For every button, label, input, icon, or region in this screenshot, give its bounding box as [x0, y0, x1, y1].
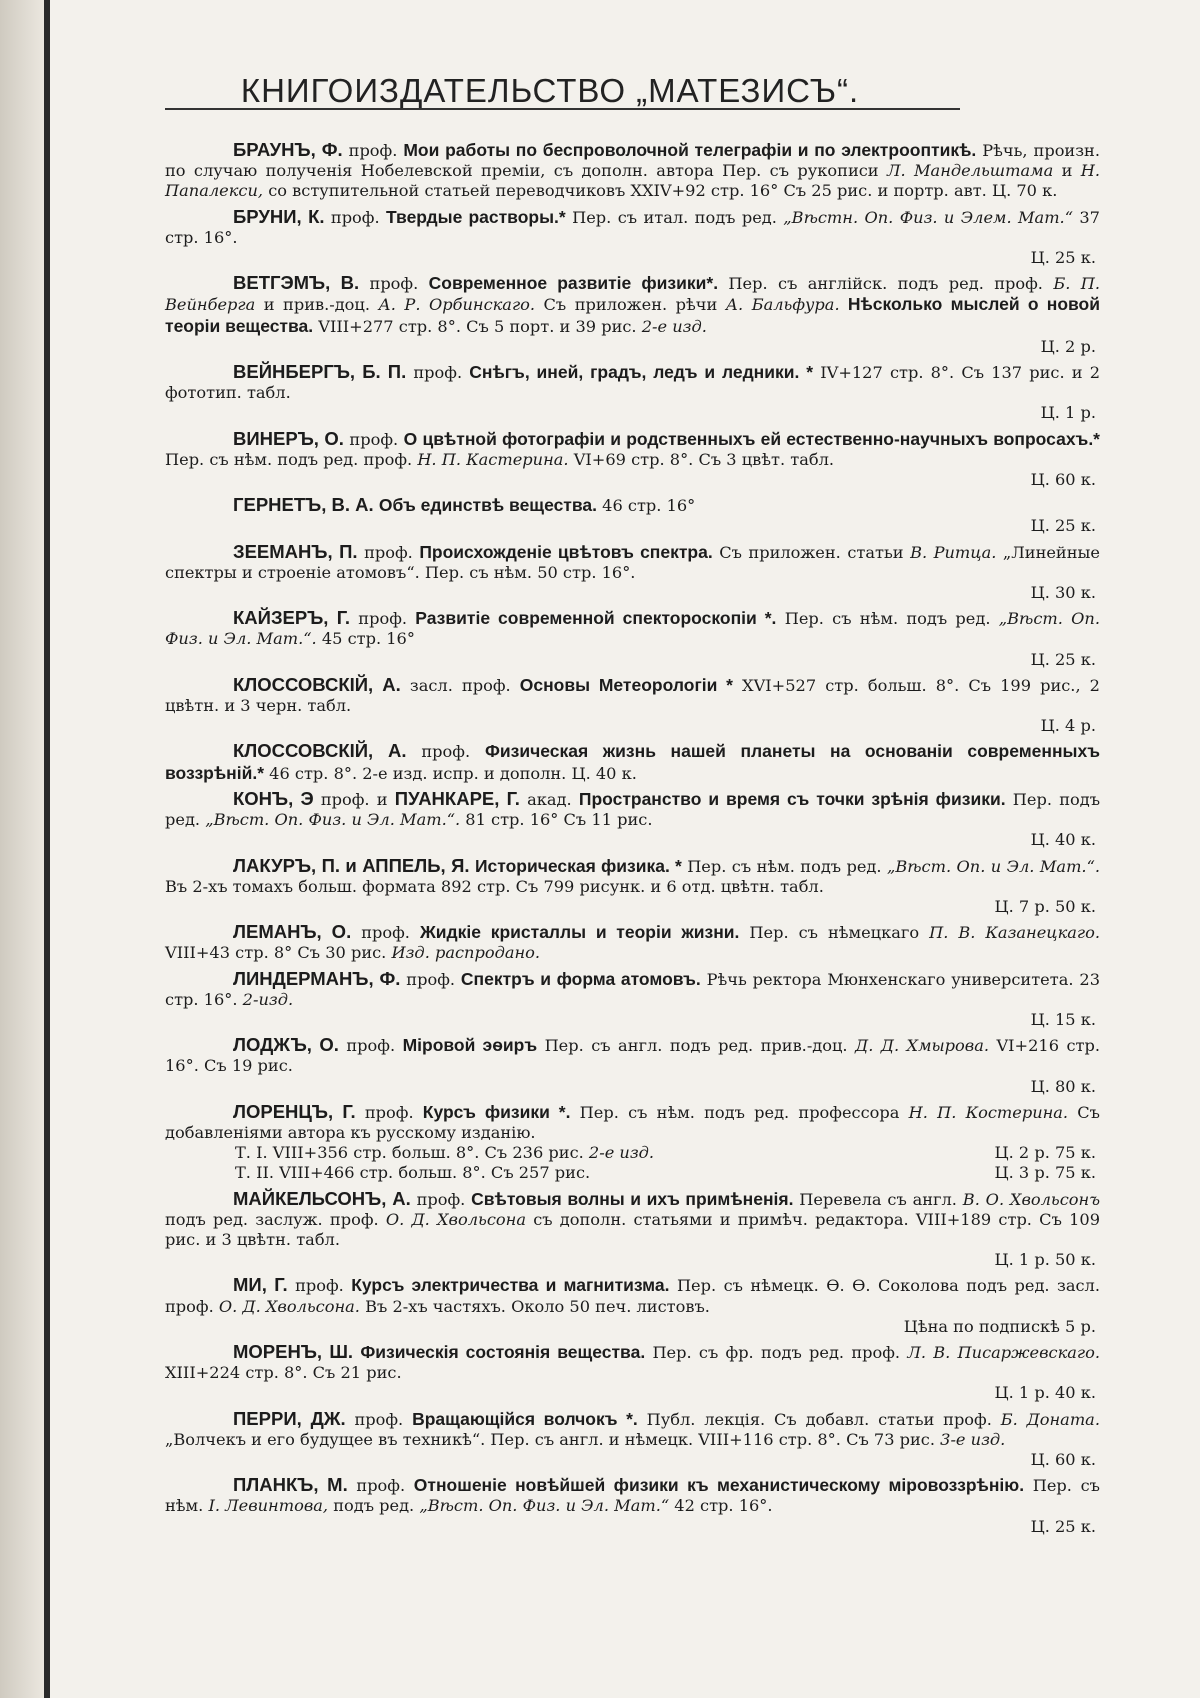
volume-line: Т. I. VIII+356 стр. больш. 8°. Съ 236 рис. 2-е изд. Ц. 2 р. 75 к.: [165, 1143, 1100, 1163]
entry-price: Ц. 4 р.: [165, 716, 1100, 736]
entry-title: Физическая жизнь нашей планеты на основаніи современныхъ воззрѣній.*: [165, 741, 1100, 782]
catalog-entry: ВЕЙНБЕРГЪ, Б. П. проф. Снѣгъ, иней, градъ, ледъ и ледники. * IV+127 стр. 8°. Съ 137 рис. и 2 фототип. табл. Ц. 1 р.: [165, 362, 1100, 424]
entry-title: О цвѣтной фотографіи и родственныхъ ей естественно-научныхъ вопросахъ.*: [404, 429, 1100, 449]
entry-title-secondary: Нѣсколько мыслей о новой теоріи вещества.: [165, 294, 1100, 335]
entry-author: КЛОССОВСКІЙ, А.: [233, 740, 407, 761]
catalog-entry: ВЕТГЭМЪ, В. проф. Современное развитіе физики*. Пер. съ англійск. подъ ред. проф. Б. П. Вейнберга и прив.-доц. А. Р. Орбинскаго. Съ приложен. рѣчи А. Бальфура. Нѣсколько мыслей о новой теоріи вещества. VIII+277 стр. 8°. Съ 5 порт. и 39 рис. 2-е изд. Ц. 2 р.: [165, 273, 1100, 357]
entry-title: Объ единствѣ вещества.: [379, 495, 597, 515]
entry-title: Мои работы по беспроволочной телеграфіи и по электрооптикѣ.: [403, 140, 976, 160]
entry-title: Твердые растворы.*: [386, 207, 566, 227]
catalog-entry: МОРЕНЪ, Ш. Физическія состоянія вещества. Пер. съ фр. подъ ред. проф. Л. В. Писаржевскаго. XIII+224 стр. 8°. Съ 21 рис. Ц. 1 р. 40 к.: [165, 1342, 1100, 1404]
entry-title: Историческая физика. *: [475, 856, 682, 876]
entry-author: ГЕРНЕТЪ, В. А.: [233, 494, 374, 515]
catalog-entry: КЛОССОВСКІЙ, А. проф. Физическая жизнь нашей планеты на основаніи современныхъ воззрѣній.* 46 стр. 8°. 2-е изд. испр. и дополн. Ц. 40 к.: [165, 741, 1100, 783]
entry-title: Свѣтовыя волны и ихъ примѣненія.: [471, 1189, 793, 1209]
entry-title: Физическія состоянія вещества.: [360, 1342, 645, 1362]
catalog-entry: БРУНИ, К. проф. Твердые растворы.* Пер. съ итал. подъ ред. „Вѣстн. Оп. Физ. и Элем. Мат.“ 37 стр. 16°. Ц. 25 к.: [165, 207, 1100, 269]
entry-author: ЛОДЖЪ, О.: [233, 1034, 339, 1055]
entry-author: БРАУНЪ, Ф.: [233, 139, 343, 160]
entry-title: Основы Метеорологіи *: [520, 675, 733, 695]
scan-edge-shadow: [0, 0, 44, 1698]
entry-title: Курсъ электричества и магнитизма.: [351, 1275, 669, 1295]
entry-title: Жидкіе кристаллы и теоріи жизни.: [420, 922, 739, 942]
catalog-entry: ЛЕМАНЪ, О. проф. Жидкіе кристаллы и теоріи жизни. Пер. съ нѣмецкаго П. В. Казанецкаго. VIII+43 стр. 8° Съ 30 рис. Изд. распродано.: [165, 922, 1100, 963]
catalog-entry: БРАУНЪ, Ф. проф. Мои работы по беспроволочной телеграфіи и по электрооптикѣ. Рѣчь, произн. по случаю полученія Нобелевской преміи, съ дополн. автора Пер. съ рукописи Л. Мандельштама и Н. Папалекси, со вступительной статьей переводчиковъ XXIV+92 стр. 16° Съ 25 рис. и портр. авт. Ц. 70 к.: [165, 140, 1100, 202]
entry-title: Отношеніе новѣйшей физики къ механистическому міровоззрѣнію.: [414, 1475, 1024, 1495]
entry-author: ЛИНДЕРМАНЪ, Ф.: [233, 968, 400, 989]
entry-author: ВЕТГЭМЪ, В.: [233, 272, 359, 293]
entry-price: Ц. 1 р.: [165, 403, 1100, 423]
header-rule: [165, 108, 960, 110]
catalog-entry: ГЕРНЕТЪ, В. А. Объ единствѣ вещества. 46 стр. 16° Ц. 25 к.: [165, 495, 1100, 536]
entry-title: Пространство и время съ точки зрѣнія физики.: [579, 789, 1006, 809]
entry-title: Курсъ физики *.: [423, 1102, 571, 1122]
catalog-entry: ПЛАНКЪ, М. проф. Отношеніе новѣйшей физики къ механистическому міровоззрѣнію. Пер. съ нѣм. І. Левинтова, подъ ред. „Вѣст. Оп. Физ. и Эл. Мат.“ 42 стр. 16°. Ц. 25 к.: [165, 1475, 1100, 1537]
entry-author: БРУНИ, К.: [233, 206, 325, 227]
entry-price: Ц. 7 р. 50 к.: [165, 897, 1100, 917]
catalog-entry: КАЙЗЕРЪ, Г. проф. Развитіе современной спектороскопіи *. Пер. съ нѣм. подъ ред. „Вѣст. Оп. Физ. и Эл. Мат.“. 45 стр. 16° Ц. 25 к.: [165, 608, 1100, 670]
entry-title: Снѣгъ, иней, градъ, ледъ и ледники. *: [469, 362, 813, 382]
entry-author: ПЕРРИ, ДЖ.: [233, 1408, 346, 1429]
catalog-entry: ЛАКУРЪ, П. и АППЕЛЬ, Я. Историческая физика. * Пер. съ нѣм. подъ ред. „Вѣст. Оп. и Эл. Мат.“. Въ 2-хъ томахъ больш. формата 892 стр. Съ 799 рисунк. и 6 отд. цвѣтн. табл. Ц. 7 р. 50 к.: [165, 856, 1100, 918]
entry-price: Ц. 1 р. 40 к.: [165, 1383, 1100, 1403]
catalog-entry: ЗЕЕМАНЪ, П. проф. Происхожденіе цвѣтовъ спектра. Съ приложен. статьи В. Ритца. „Линейные спектры и строеніе атомовъ“. Пер. съ нѣм. 50 стр. 16°. Ц. 30 к.: [165, 542, 1100, 604]
entry-price: Цѣна по подпискѣ 5 р.: [165, 1317, 1100, 1337]
entry-author: ЗЕЕМАНЪ, П.: [233, 541, 358, 562]
entry-price: Ц. 25 к.: [165, 1517, 1100, 1537]
entry-author: ЛАКУРЪ, П. и АППЕЛЬ, Я.: [233, 855, 470, 876]
volume-price: Ц. 3 р. 75 к.: [994, 1163, 1096, 1183]
entry-author: МАЙКЕЛЬСОНЪ, А.: [233, 1188, 411, 1209]
entry-author: ПЛАНКЪ, М.: [233, 1474, 348, 1495]
catalog-entry: КОНЪ, Э проф. и ПУАНКАРЕ, Г. акад. Пространство и время съ точки зрѣнія физики. Пер. подъ ред. „Вѣст. Оп. Физ. и Эл. Мат.“. 81 стр. 16° Съ 11 рис. Ц. 40 к.: [165, 789, 1100, 851]
catalog-entry: МИ, Г. проф. Курсъ электричества и магнитизма. Пер. съ нѣмецк. Ѳ. Ѳ. Соколова подъ ред. засл. проф. О. Д. Хвольсона. Въ 2-хъ частяхъ. Около 50 печ. листовъ. Цѣна по подпискѣ 5 р.: [165, 1275, 1100, 1337]
catalog-page: [165, 140, 1100, 1542]
entry-author: КАЙЗЕРЪ, Г.: [233, 607, 350, 628]
entry-title: Развитіе современной спектороскопіи *.: [415, 608, 776, 628]
entry-price: Ц. 40 к.: [165, 830, 1100, 850]
book-spine: [44, 0, 50, 1698]
entry-author: ВЕЙНБЕРГЪ, Б. П.: [233, 361, 406, 382]
entry-title: Спектръ и форма атомовъ.: [461, 969, 701, 989]
entry-author: КЛОССОВСКІЙ, А.: [233, 674, 401, 695]
catalog-entry: ЛОРЕНЦЪ, Г. проф. Курсъ физики *. Пер. съ нѣм. подъ ред. профессора Н. П. Костерина. Съ добавленіями автора къ русскому изданію. Т. I. VIII+356 стр. больш. 8°. Съ 236 рис. 2-е изд. Ц. 2 р. 75 к. Т. II. VIII+466 стр. больш. 8°. Съ 257 рис. Ц. 3 р. 75 к.: [165, 1102, 1100, 1184]
catalog-entry: ЛОДЖЪ, О. проф. Міровой эѳиръ Пер. съ англ. подъ ред. прив.-доц. Д. Д. Хмырова. VI+216 стр. 16°. Съ 19 рис. Ц. 80 к.: [165, 1035, 1100, 1097]
entry-author: ЛЕМАНЪ, О.: [233, 921, 351, 942]
catalog-entry: КЛОССОВСКІЙ, А. засл. проф. Основы Метеорологіи * XVI+527 стр. больш. 8°. Съ 199 рис., 2 цвѣтн. и 3 черн. табл. Ц. 4 р.: [165, 675, 1100, 737]
entry-author: ВИНЕРЪ, О.: [233, 428, 344, 449]
entry-title: Вращающійся волчокъ *.: [412, 1409, 638, 1429]
entry-title: Міровой эѳиръ: [403, 1035, 538, 1055]
entry-price: Ц. 25 к.: [165, 248, 1100, 268]
catalog-entry: МАЙКЕЛЬСОНЪ, А. проф. Свѣтовыя волны и ихъ примѣненія. Перевела съ англ. В. О. Хвольсонъ подъ ред. заслуж. проф. О. Д. Хвольсона съ дополн. статьями и примѣч. редактора. VIII+189 стр. Съ 109 рис. и 3 цвѣтн. табл. Ц. 1 р. 50 к.: [165, 1189, 1100, 1271]
entry-price: Ц. 60 к.: [165, 1450, 1100, 1470]
catalog-entry: ВИНЕРЪ, О. проф. О цвѣтной фотографіи и родственныхъ ей естественно-научныхъ вопросахъ.* Пер. съ нѣм. подъ ред. проф. Н. П. Кастерина. VI+69 стр. 8°. Съ 3 цвѣт. табл. Ц. 60 к.: [165, 429, 1100, 491]
entry-price: Ц. 60 к.: [165, 470, 1100, 490]
entry-price: Ц. 15 к.: [165, 1010, 1100, 1030]
entry-coauthor: ПУАНКАРЕ, Г.: [395, 788, 520, 809]
entry-price: Ц. 30 к.: [165, 583, 1100, 603]
catalog-entry: ЛИНДЕРМАНЪ, Ф. проф. Спектръ и форма атомовъ. Рѣчь ректора Мюнхенскаго университета. 23 стр. 16°. 2-изд. Ц. 15 к.: [165, 969, 1100, 1031]
page-header: КНИГОИЗДАТЕЛЬСТВО „МАТЕЗИСЪ“.: [150, 72, 950, 110]
entry-title: Современное развитіе физики*.: [429, 273, 718, 293]
entry-author: МИ, Г.: [233, 1274, 288, 1295]
entry-price: Ц. 25 к.: [165, 516, 1100, 536]
entry-author: КОНЪ, Э: [233, 788, 314, 809]
entry-price: Ц. 25 к.: [165, 650, 1100, 670]
entry-price: Ц. 2 р.: [165, 337, 1100, 357]
volume-price: Ц. 2 р. 75 к.: [994, 1143, 1096, 1163]
entry-price: Ц. 80 к.: [165, 1077, 1100, 1097]
volume-line: Т. II. VIII+466 стр. больш. 8°. Съ 257 рис. Ц. 3 р. 75 к.: [165, 1163, 1100, 1183]
entry-author: МОРЕНЪ, Ш.: [233, 1341, 353, 1362]
catalog-entry: ПЕРРИ, ДЖ. проф. Вращающійся волчокъ *. Публ. лекція. Съ добавл. статьи проф. Б. Доната. „Волчекъ и его будущее въ техникѣ“. Пер. съ англ. и нѣмецк. VIII+116 стр. 8°. Съ 73 рис. 3-е изд. Ц. 60 к.: [165, 1409, 1100, 1471]
entry-title: Происхожденіе цвѣтовъ спектра.: [419, 542, 712, 562]
entry-price: Ц. 1 р. 50 к.: [165, 1250, 1100, 1270]
entry-author: ЛОРЕНЦЪ, Г.: [233, 1101, 356, 1122]
